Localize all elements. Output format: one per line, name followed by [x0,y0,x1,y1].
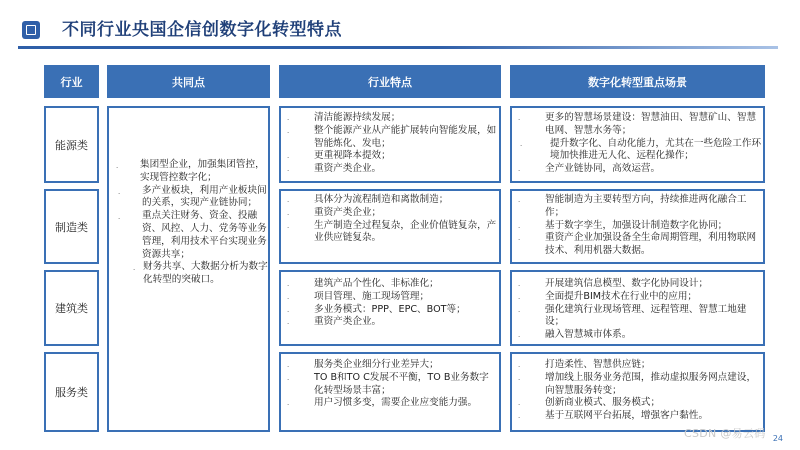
feature-item: . 重资产类企业。 [287,163,382,175]
common-point-item: . 重点关注财务、资金、投融资、风控、人力、党务等业务管理，利用技术平台实现业务资源共享； [118,210,267,260]
scenario-item: . 基于互联网平台拓展，增强客户黏性。 [518,410,709,422]
header-scenarios: 数字化转型重点场景 [510,65,765,98]
page-number: 24 [772,434,783,443]
scenarios-list-construction [518,278,762,342]
watermark: CSDN @易云码 [684,427,766,440]
page-title: 不同行业央国企信创数字化转型特点 [62,20,342,40]
scenario-item: . 全产业链协同，高效运营。 [518,163,661,175]
scenarios-list-manufacturing [518,194,762,258]
industry-manufacturing: 制造类 [44,189,99,264]
feature-item: . TO B和TO C发展不平衡，TO B业务数字化转型场景丰富； [287,371,489,396]
feature-item: . 服务类企业细分行业差异大； [287,359,439,370]
header-industry: 行业 [44,65,99,98]
feature-item: . 多业务模式：PPP、EPC、BOT等； [287,303,466,315]
scenario-item: . 增加线上服务业务范围，推动虚拟服务网点建设，向智慧服务转变； [518,371,757,396]
industry-construction: 建筑类 [44,270,99,346]
scenario-item: . 全面提升BIM技术在行业中的应用； [518,290,698,302]
scenario-item: . 重资产企业加强设备全生命周期管理，利用物联网技术、利用机器大数据。 [518,232,757,257]
feature-item: . 建筑产品个性化、非标准化； [287,278,439,289]
feature-item: . 生产制造全过程复杂，企业价值链复杂，产业供应链复杂。 [287,219,497,244]
header-features: 行业特点 [279,65,501,98]
common-point-item: . 多产业板块，利用产业板块间的关系，实现产业链协同； [118,184,267,209]
feature-item: . 重资产类企业。 [287,316,382,328]
scenario-item: . 更多的智慧场景建设：智慧油田、智慧矿山、智慧电网、智慧水务等； [518,112,757,136]
features-list-construction [287,278,497,329]
scenario-item: . 提升数字化、自动化能力，尤其在一些危险工作环境加快推进无人化、远程化操作； [520,137,762,162]
industry-services: 服务类 [44,352,99,432]
scenario-item: . 强化建筑行业现场管理、远程管理、智慧工地建设； [518,303,747,328]
scenarios-list-energy [518,112,762,176]
feature-item: . 整个能源产业从产能扩展转向智能发展，如智能炼化、发电； [287,124,497,149]
feature-item: . 更重视降本提效； [287,150,391,162]
scenario-item: . 智能制造为主要转型方向，持续推进两化融合工作； [518,194,747,218]
common-point-item: . 财务共享、大数据分析为数字化转型的突破口。 [133,261,268,286]
scenario-item: . 基于数字孪生，加强设计制造数字化协同； [518,219,728,231]
title-underline [18,46,778,49]
scenario-item: . 开展建筑信息模型、数字化协同设计； [518,278,709,289]
industry-energy: 能源类 [44,106,99,183]
feature-item: . 用户习惯多变，需要企业应变能力强。 [287,397,478,409]
feature-item: . 重资产类企业； [287,206,382,218]
features-list-energy [287,112,497,176]
features-list-services [287,359,497,410]
header-common: 共同点 [107,65,270,98]
features-list-manufacturing [287,194,497,245]
common-points-list [116,159,268,287]
chip-logo-icon [22,21,40,39]
scenarios-list-services [518,359,762,423]
feature-item: . 项目管理、施工现场管理； [287,290,430,302]
feature-item: . 具体分为流程制造和离散制造； [287,194,449,205]
scenario-item: . 融入智慧城市体系。 [518,329,632,341]
feature-item: . 清洁能源持续发展； [287,112,401,123]
scenario-item: . 创新商业模式、服务模式； [518,397,661,409]
scenario-item: . 打造柔性、智慧供应链； [518,359,651,370]
common-point-item: . 集团型企业，加强集团管控，实现管控数字化； [116,159,265,183]
